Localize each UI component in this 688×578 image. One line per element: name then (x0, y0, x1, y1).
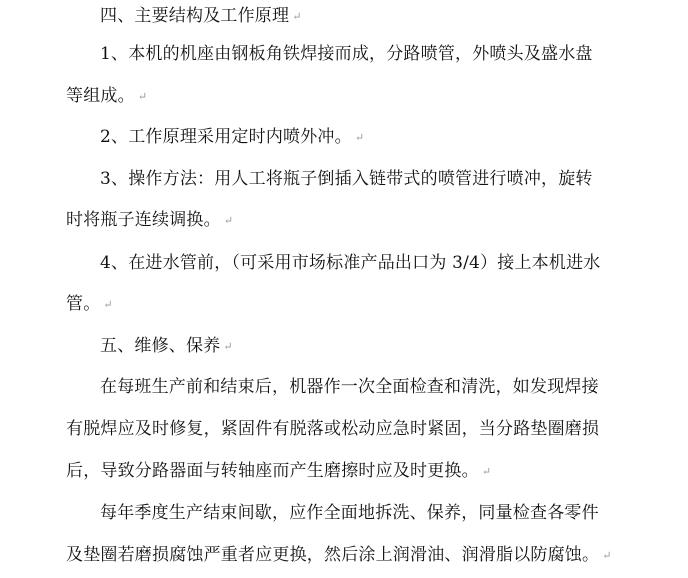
paragraph-mark: ↵ (481, 465, 492, 478)
text-line: 及垫圈若磨损腐蚀严重者应更换，然后涂上润滑油、润滑脂以防腐蚀。 ↵ (66, 545, 612, 565)
text-line: 2、工作原理采用定时内喷外冲。 ↵ (100, 127, 365, 147)
text-line: 1、本机的机座由钢板角铁焊接而成，分路喷管，外喷头及盛水盘 (100, 44, 593, 64)
text-line: 等组成。 ↵ (66, 86, 148, 106)
text-line: 管。 ↵ (66, 294, 113, 314)
paragraph-mark: ↵ (292, 10, 302, 23)
paragraph-mark: ↵ (354, 131, 365, 144)
text-line: 在每班生产前和结束后，机器作一次全面检查和清洗，如发现焊接 (100, 377, 599, 397)
text-line: 时将瓶子连续调换。 ↵ (66, 210, 234, 230)
text-line: 3、操作方法：用人工将瓶子倒插入链带式的喷管进行喷冲，旋转 (100, 169, 593, 189)
paragraph-mark: ↵ (103, 298, 113, 311)
paragraph-mark: ↵ (137, 90, 148, 103)
text-line: 每年季度生产结束间歇，应作全面地拆洗、保养，同量检查各零件 (100, 503, 599, 523)
paragraph-mark: ↵ (223, 340, 233, 353)
text-line: 4、在进水管前，（可采用市场标准产品出口为 3/4）接上本机进水 (100, 253, 601, 273)
text-line: 后，导致分路器面与转轴座而产生磨擦时应及时更换。 ↵ (66, 461, 492, 481)
paragraph-mark: ↵ (602, 549, 612, 562)
paragraph-mark: ↵ (223, 214, 234, 227)
section-heading-maintenance: 五、维修、保养 ↵ (100, 336, 233, 356)
text-line: 有脱焊应及时修复，紧固件有脱落或松动应急时紧固，当分路垫圈磨损 (66, 419, 600, 439)
section-heading-structure: 四、主要结构及工作原理 ↵ (100, 6, 302, 26)
